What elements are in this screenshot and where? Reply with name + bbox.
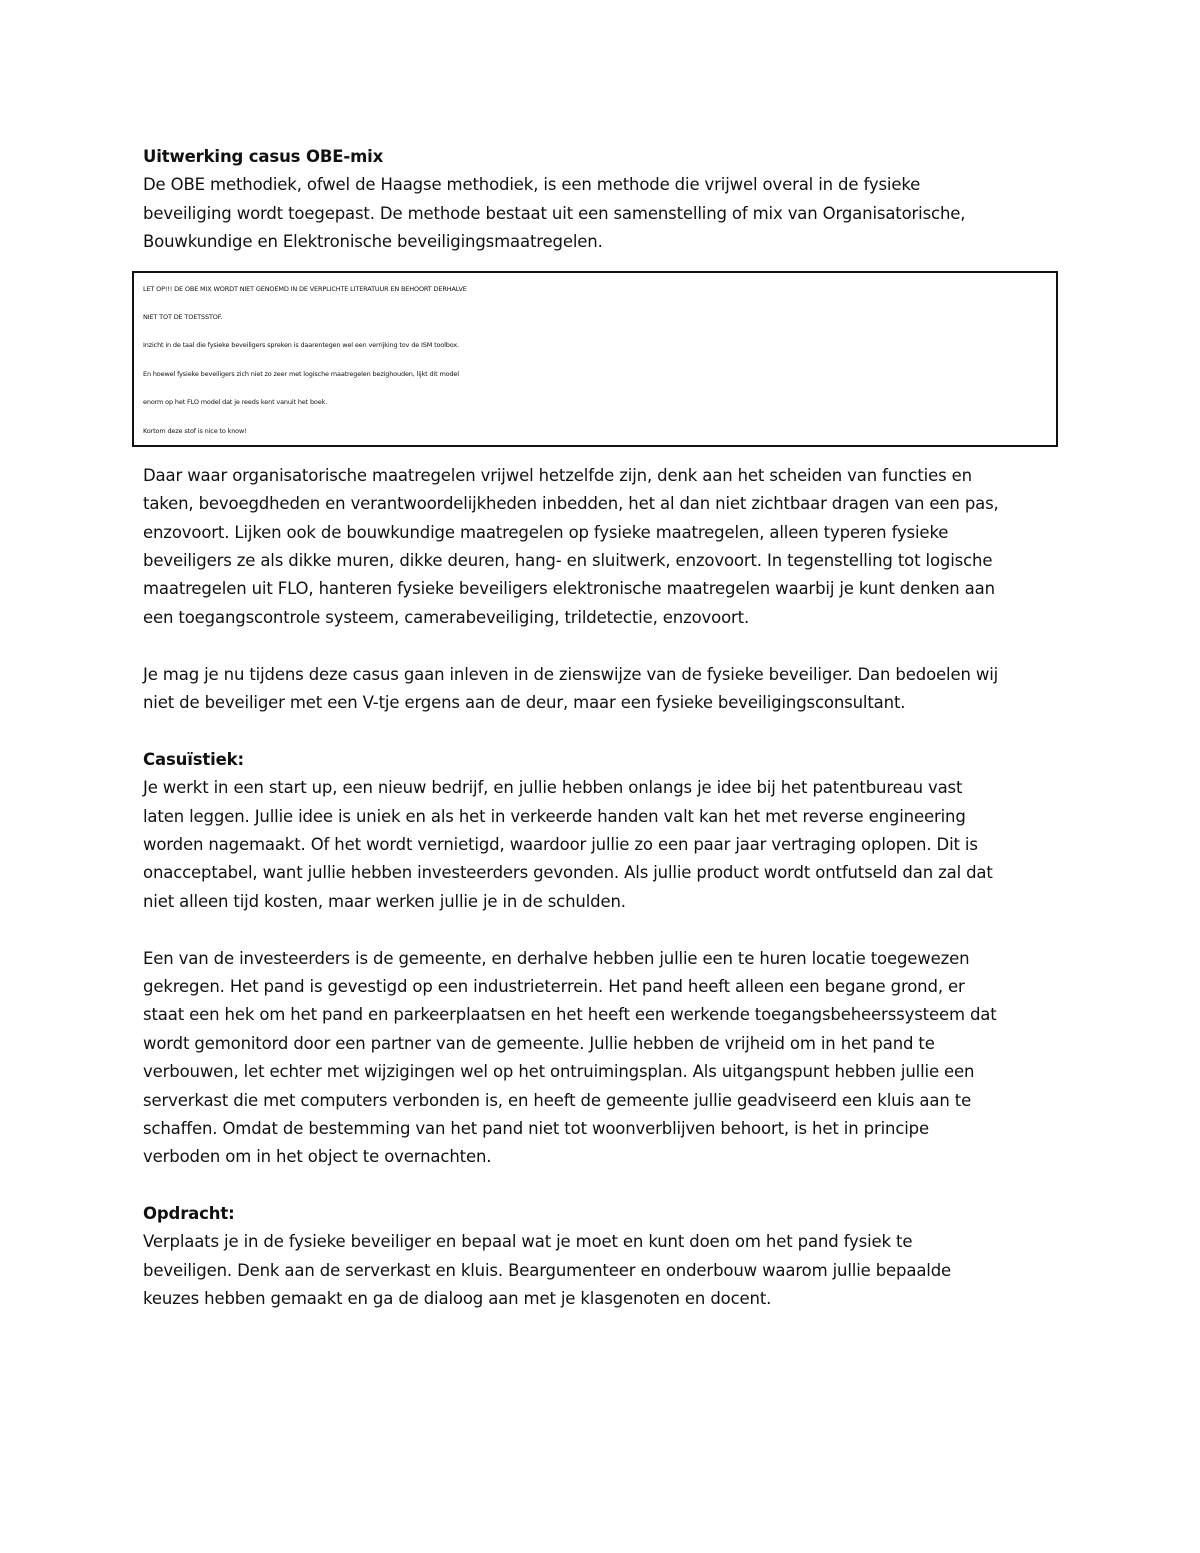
paragraph-line: onacceptabel, want jullie hebben investeerders gevonden. Als jullie product wordt ontfutseld dan zal dat bbox=[143, 863, 993, 883]
paragraph-line: Je mag je nu tijdens deze casus gaan inleven in de zienswijze van de fysieke beveiliger. Dan bedoelen wij bbox=[143, 664, 999, 684]
paragraph-line: serverkast die met computers verbonden is, en heeft de gemeente jullie geadviseerd een kluis aan te bbox=[143, 1090, 972, 1110]
paragraph-line: maatregelen uit FLO, hanteren fysieke beveiligers elektronische maatregelen waarbij je kunt denken aan bbox=[143, 579, 995, 599]
paragraph-line: laten leggen. Jullie idee is uniek en als het in verkeerde handen valt kan het met reverse engineering bbox=[143, 806, 966, 826]
paragraph-line: worden nagemaakt. Of het wordt vernietigd, waardoor jullie zo een paar jaar vertraging oplopen. Dit is bbox=[143, 834, 978, 854]
paragraph-line: gekregen. Het pand is gevestigd op een industrieterrein. Het pand heeft alleen een begane grond, er bbox=[143, 976, 965, 996]
section-heading: Opdracht: bbox=[143, 1204, 235, 1224]
location-paragraph bbox=[143, 945, 1063, 1172]
role-paragraph bbox=[143, 661, 1063, 718]
casuistiek-section bbox=[143, 746, 1063, 916]
paragraph-line: schaffen. Omdat de bestemming van het pand niet tot woonverblijven behoort, is het in principe bbox=[143, 1118, 929, 1138]
intro-line: beveiliging wordt toegepast. De methode bestaat uit een samenstelling of mix van Organisatorische, bbox=[143, 203, 966, 223]
paragraph-spacer bbox=[143, 1172, 1063, 1200]
intro-line: De OBE methodiek, ofwel de Haagse methodiek, is een methode die vrijwel overal in de fysieke bbox=[143, 175, 921, 195]
notice-line: En hoewel fysieke beveiligers zich niet zo zeer met logische maatregelen bezighouden, lijkt dit model bbox=[143, 369, 459, 378]
intro-paragraph bbox=[143, 171, 1063, 256]
document-title: Uitwerking casus OBE-mix bbox=[143, 147, 384, 166]
paragraph-spacer bbox=[143, 717, 1063, 745]
document-page bbox=[143, 143, 1063, 1314]
paragraph-line: verboden om in het object te overnachten. bbox=[143, 1147, 492, 1167]
paragraph-line: Daar waar organisatorische maatregelen vrijwel hetzelfde zijn, denk aan het scheiden van functies en bbox=[143, 465, 972, 485]
paragraph-line: niet alleen tijd kosten, maar werken jullie je in de schulden. bbox=[143, 891, 626, 911]
paragraph-line: taken, bevoegdheden en verantwoordelijkheden inbedden, het al dan niet zichtbaar dragen van een pas, bbox=[143, 494, 999, 514]
opdracht-section bbox=[143, 1200, 1063, 1314]
paragraph-line: niet de beveiliger met een V-tje ergens aan de deur, maar een fysieke beveiligingsconsultant. bbox=[143, 693, 906, 713]
paragraph-spacer bbox=[143, 632, 1063, 660]
paragraph-line: wordt gemonitord door een partner van de gemeente. Jullie hebben de vrijheid om in het pand te bbox=[143, 1033, 935, 1053]
measures-paragraph bbox=[143, 462, 1063, 632]
intro-line: Bouwkundige en Elektronische beveiligingsmaatregelen. bbox=[143, 232, 603, 252]
paragraph-line: beveiligers ze als dikke muren, dikke deuren, hang- en sluitwerk, enzovoort. In tegenstelling tot logische bbox=[143, 551, 993, 571]
paragraph-spacer bbox=[143, 916, 1063, 944]
paragraph-line: een toegangscontrole systeem, camerabeveiliging, trildetectie, enzovoort. bbox=[143, 607, 750, 627]
section-heading: Casuïstiek: bbox=[143, 749, 244, 769]
notice-box bbox=[132, 271, 1058, 447]
notice-wrapper bbox=[143, 257, 1063, 462]
notice-line: LET OP!!! DE OBE MIX WORDT NIET GENOEMD IN DE VERPLICHTE LITERATUUR EN BEHOORT DERHALVE bbox=[143, 284, 467, 293]
paragraph-line: verbouwen, let echter met wijzigingen wel op het ontruimingsplan. Als uitgangspunt hebben jullie een bbox=[143, 1062, 975, 1082]
paragraph-line: enzovoort. Lijken ook de bouwkundige maatregelen op fysieke maatregelen, alleen typeren fysieke bbox=[143, 522, 949, 542]
notice-line: Kortom deze stof is nice to know! bbox=[143, 426, 247, 435]
paragraph-line: Verplaats je in de fysieke beveiliger en bepaal wat je moet en kunt doen om het pand fysiek te bbox=[143, 1232, 913, 1252]
paragraph-line: keuzes hebben gemaakt en ga de dialoog aan met je klasgenoten en docent. bbox=[143, 1289, 772, 1309]
paragraph-line: staat een hek om het pand en parkeerplaatsen en het heeft een werkende toegangsbeheerssysteem dat bbox=[143, 1005, 997, 1025]
paragraph-line: beveiligen. Denk aan de serverkast en kluis. Beargumenteer en onderbouw waarom jullie bepaalde bbox=[143, 1260, 952, 1280]
notice-line: enorm op het FLO model dat je reeds kent vanuit het boek. bbox=[143, 398, 328, 407]
paragraph-line: Je werkt in een start up, een nieuw bedrijf, en jullie hebben onlangs je idee bij het patentbureau vast bbox=[143, 778, 963, 798]
paragraph-line: Een van de investeerders is de gemeente, en derhalve hebben jullie een te huren locatie toegewezen bbox=[143, 948, 970, 968]
notice-line: Inzicht in de taal die fysieke beveiligers spreken is daarentegen wel een verrijking tov de ISM toolbox. bbox=[143, 341, 460, 350]
notice-line: NIET TOT DE TOETSSTOF. bbox=[143, 312, 223, 321]
